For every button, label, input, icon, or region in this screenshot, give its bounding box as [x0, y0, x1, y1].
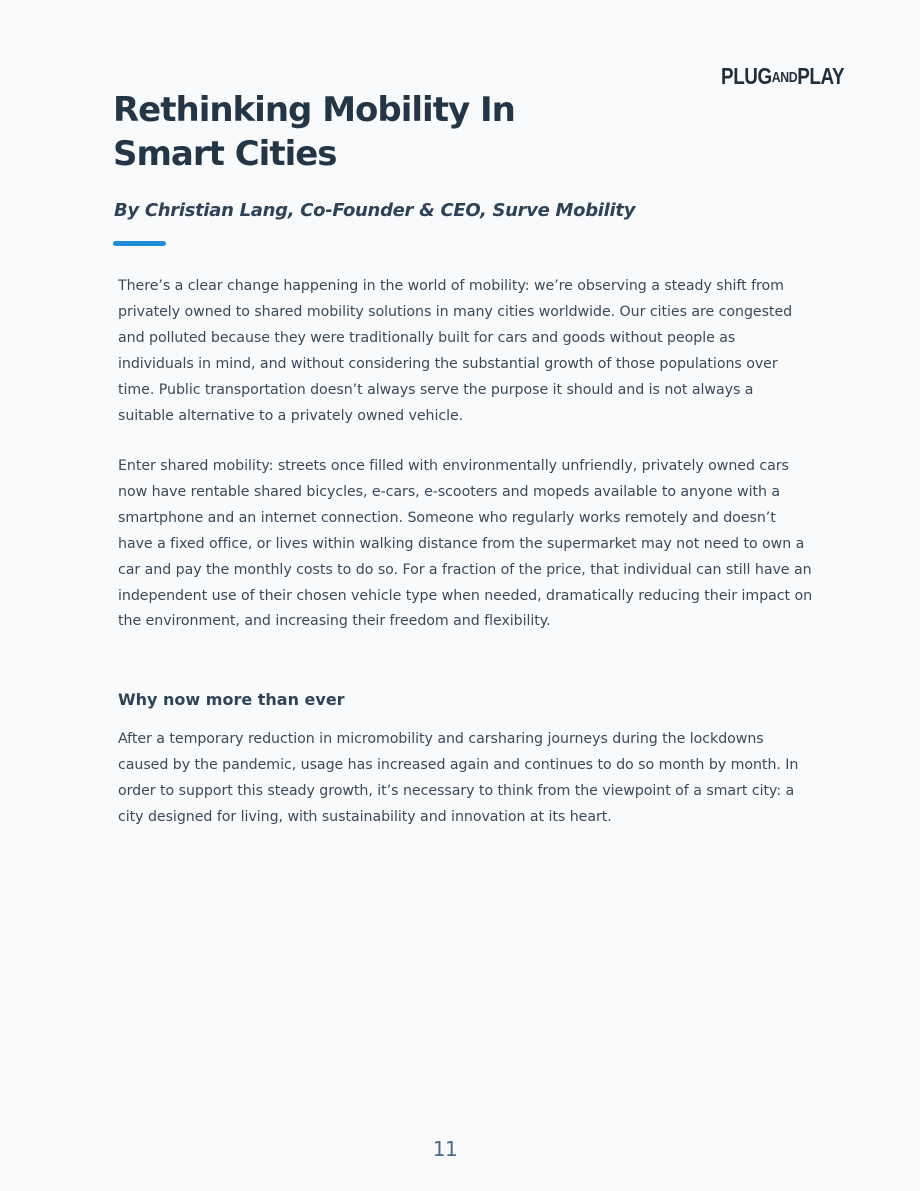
body-paragraph-1: There’s a clear change happening in the world of mobility: we’re observing a steady shift from privately owned to shared mobility solutions in many cities worldwide. Our cities are congested and polluted because they were traditionally built for cars and goods without people as individuals in mind, and without considering the substantial growth of those populations over time. Public transportation doesn’t always serve the purpose it should and is not always a suitable alternative to a privately owned vehicle. — [118, 278, 793, 424]
plug-and-play-logo — [721, 63, 844, 90]
article-byline: By Christian Lang, Co-Founder & CEO, Surve Mobility — [114, 200, 636, 221]
logo-text-play: PLAY — [797, 63, 844, 89]
body-paragraph-3: After a temporary reduction in micromobility and carsharing journeys during the lockdowns caused by the pandemic, usage has increased again and continues to do so month by month. In order to support this steady growth, it’s necessary to think from the viewpoint of a smart city: a city designed for living, with sustainability and innovation at its heart. — [118, 731, 799, 825]
article-title: Rethinking Mobility In Smart Cities — [113, 90, 515, 174]
accent-divider — [113, 241, 166, 246]
logo-text-plug: PLUG — [720, 63, 772, 89]
section-heading: Why now more than ever — [118, 690, 345, 709]
body-paragraph-2: Enter shared mobility: streets once filled with environmentally unfriendly, privately owned cars now have rentable shared bicycles, e-cars, e-scooters and mopeds available to anyone with a smartphone and an internet connection. Someone who regularly works remotely and doesn’t have a fixed office, or lives within walking distance from the supermarket may not need to own a car and pay the monthly costs to do so. For a fraction of the price, that individual can still have an independent use of their chosen vehicle type when needed, dramatically reducing their impact on the environment, and increasing their freedom and flexibility. — [118, 458, 813, 630]
logo-text-and: AND — [771, 69, 798, 86]
page-number: 11 — [432, 1137, 458, 1161]
